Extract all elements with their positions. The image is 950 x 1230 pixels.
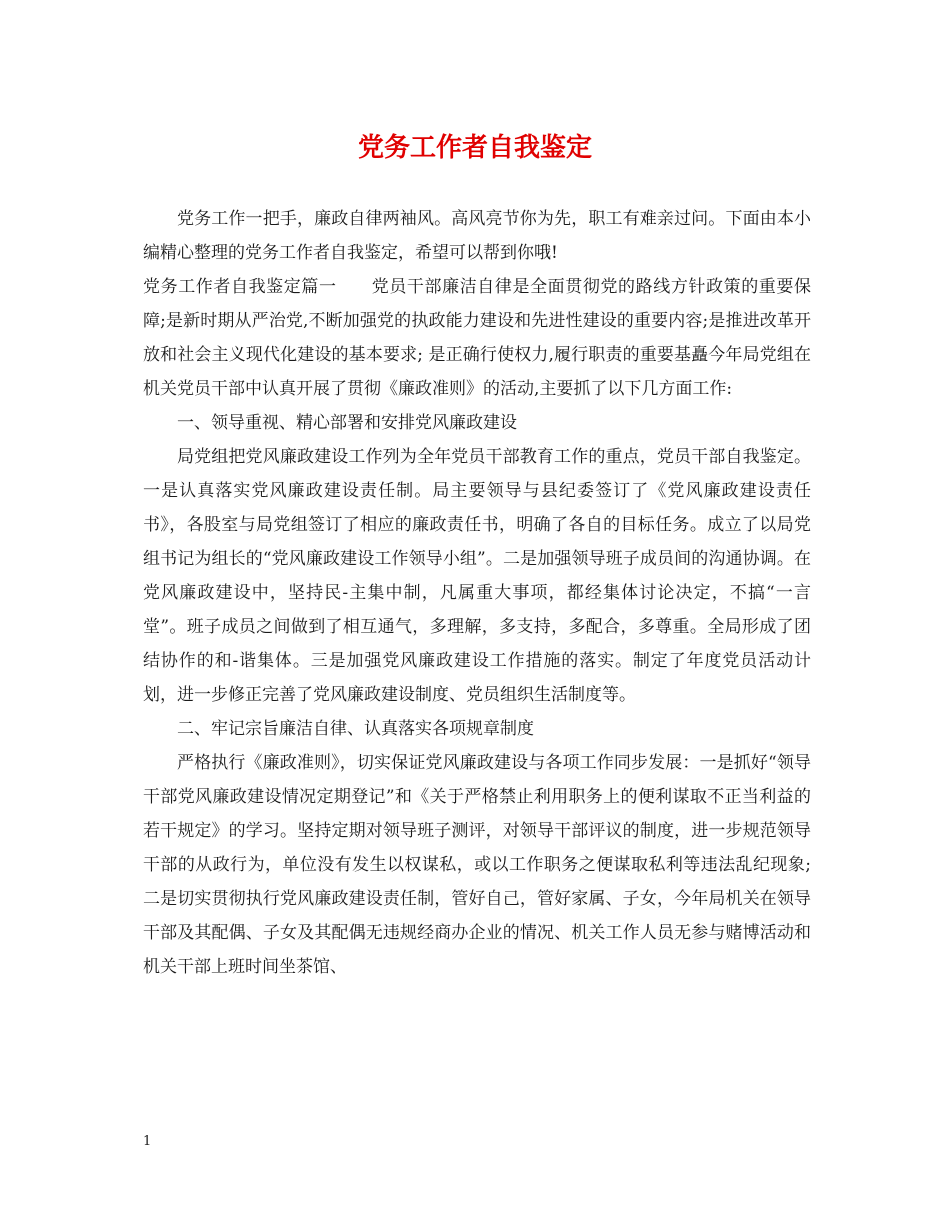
body-paragraph-2: 严格执行《廉政准则》，切实保证党风廉政建设与各项工作同步发展：一是抓好“领导干部党风廉政建设情况定期登记”和《关于严格禁止利用职务上的便利谋取不正当利益的若干规定》的学习。坚持定期对领导班子测评，对领导干部评议的制度，进一步规范领导干部的从政行为，单位没有发生以权谋私，或以工作职务之便谋取私利等违法乱纪现象;二是切实贯彻执行党风廉政建设责任制，管好自己，管好家属、子女，今年局机关在领导干部及其配偶、子女及其配偶无违规经商办企业的情况、机关工作人员无参与赌博活动和机关干部上班时间坐茶馆、 — [143, 753, 811, 977]
page-number: 1 — [143, 1134, 152, 1149]
document-title: 党务工作者自我鉴定 — [357, 133, 592, 163]
section-heading-1: 一、领导重视、精心部署和安排党风廉政建设 — [177, 413, 517, 433]
intro-paragraph: 党务工作一把手，廉政自律两袖风。高风亮节你为先，职工有难亲过问。下面由本小编精心整理的党务工作者自我鉴定，希望可以帮到你哦! — [143, 209, 811, 263]
section-intro-paragraph: 党务工作者自我鉴定篇一 党员干部廉洁自律是全面贯彻党的路线方针政策的重要保障;是新时期从严治党,不断加强党的执政能力建设和先进性建设的重要内容;是推进改革开放和社会主义现代化建设的基本要求; 是正确行使权力,履行职责的重要基矗今年局党组在机关党员干部中认真开展了贯彻《廉政准则》的活动,主要抓了以下几方面工作: — [143, 277, 811, 399]
section-heading-2: 二、牢记宗旨廉洁自律、认真落实各项规章制度 — [177, 719, 534, 739]
body-paragraph-1: 局党组把党风廉政建设工作列为全年党员干部教育工作的重点，党员干部自我鉴定。一是认真落实党风廉政建设责任制。局主要领导与县纪委签订了《党风廉政建设责任书》，各股室与局党组签订了相应的廉政责任书，明确了各自的目标任务。成立了以局党组书记为组长的“党风廉政建设工作领导小组”。二是加强领导班子成员间的沟通协调。在党风廉政建设中，坚持民-主集中制，凡属重大事项，都经集体讨论决定，不搞“一言堂”。班子成员之间做到了相互通气，多理解，多支持，多配合，多尊重。全局形成了团结协作的和-谐集体。三是加强党风廉政建设工作措施的落实。制定了年度党员活动计划，进一步修正完善了党风廉政建设制度、党员组织生活制度等。 — [143, 447, 811, 705]
document-body — [143, 202, 811, 984]
